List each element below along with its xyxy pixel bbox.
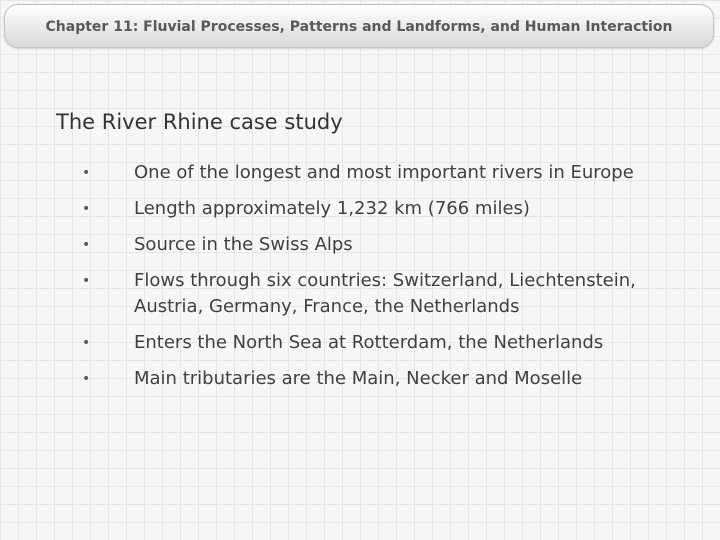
bullet-list <box>82 160 682 392</box>
chapter-title: Chapter 11: Fluvial Processes, Patterns and Landforms, and Human Interaction <box>45 19 673 35</box>
bullet-text: One of the longest and most important rivers in Europe <box>134 162 634 183</box>
list-item <box>82 232 682 258</box>
bullet-icon: • <box>82 165 91 181</box>
bullet-text: Flows through six countries: Switzerland, Liechtenstein, Austria, Germany, France, the Netherlands <box>134 270 636 317</box>
bullet-icon: • <box>82 273 91 289</box>
bullet-text: Enters the North Sea at Rotterdam, the Netherlands <box>134 332 604 353</box>
bullet-icon: • <box>82 335 91 351</box>
bullet-text: Main tributaries are the Main, Necker and Moselle <box>134 368 583 389</box>
bullet-icon: • <box>82 371 91 387</box>
bullet-text: Source in the Swiss Alps <box>134 234 353 255</box>
list-item <box>82 330 682 356</box>
bullet-text: Length approximately 1,232 km (766 miles) <box>134 198 530 219</box>
chapter-header-bar <box>4 4 714 48</box>
list-item <box>82 196 682 222</box>
bullet-icon: • <box>82 201 91 217</box>
slide-title: The River Rhine case study <box>56 110 343 134</box>
list-item <box>82 160 682 186</box>
list-item <box>82 268 682 320</box>
bullet-icon: • <box>82 237 91 253</box>
list-item <box>82 366 682 392</box>
